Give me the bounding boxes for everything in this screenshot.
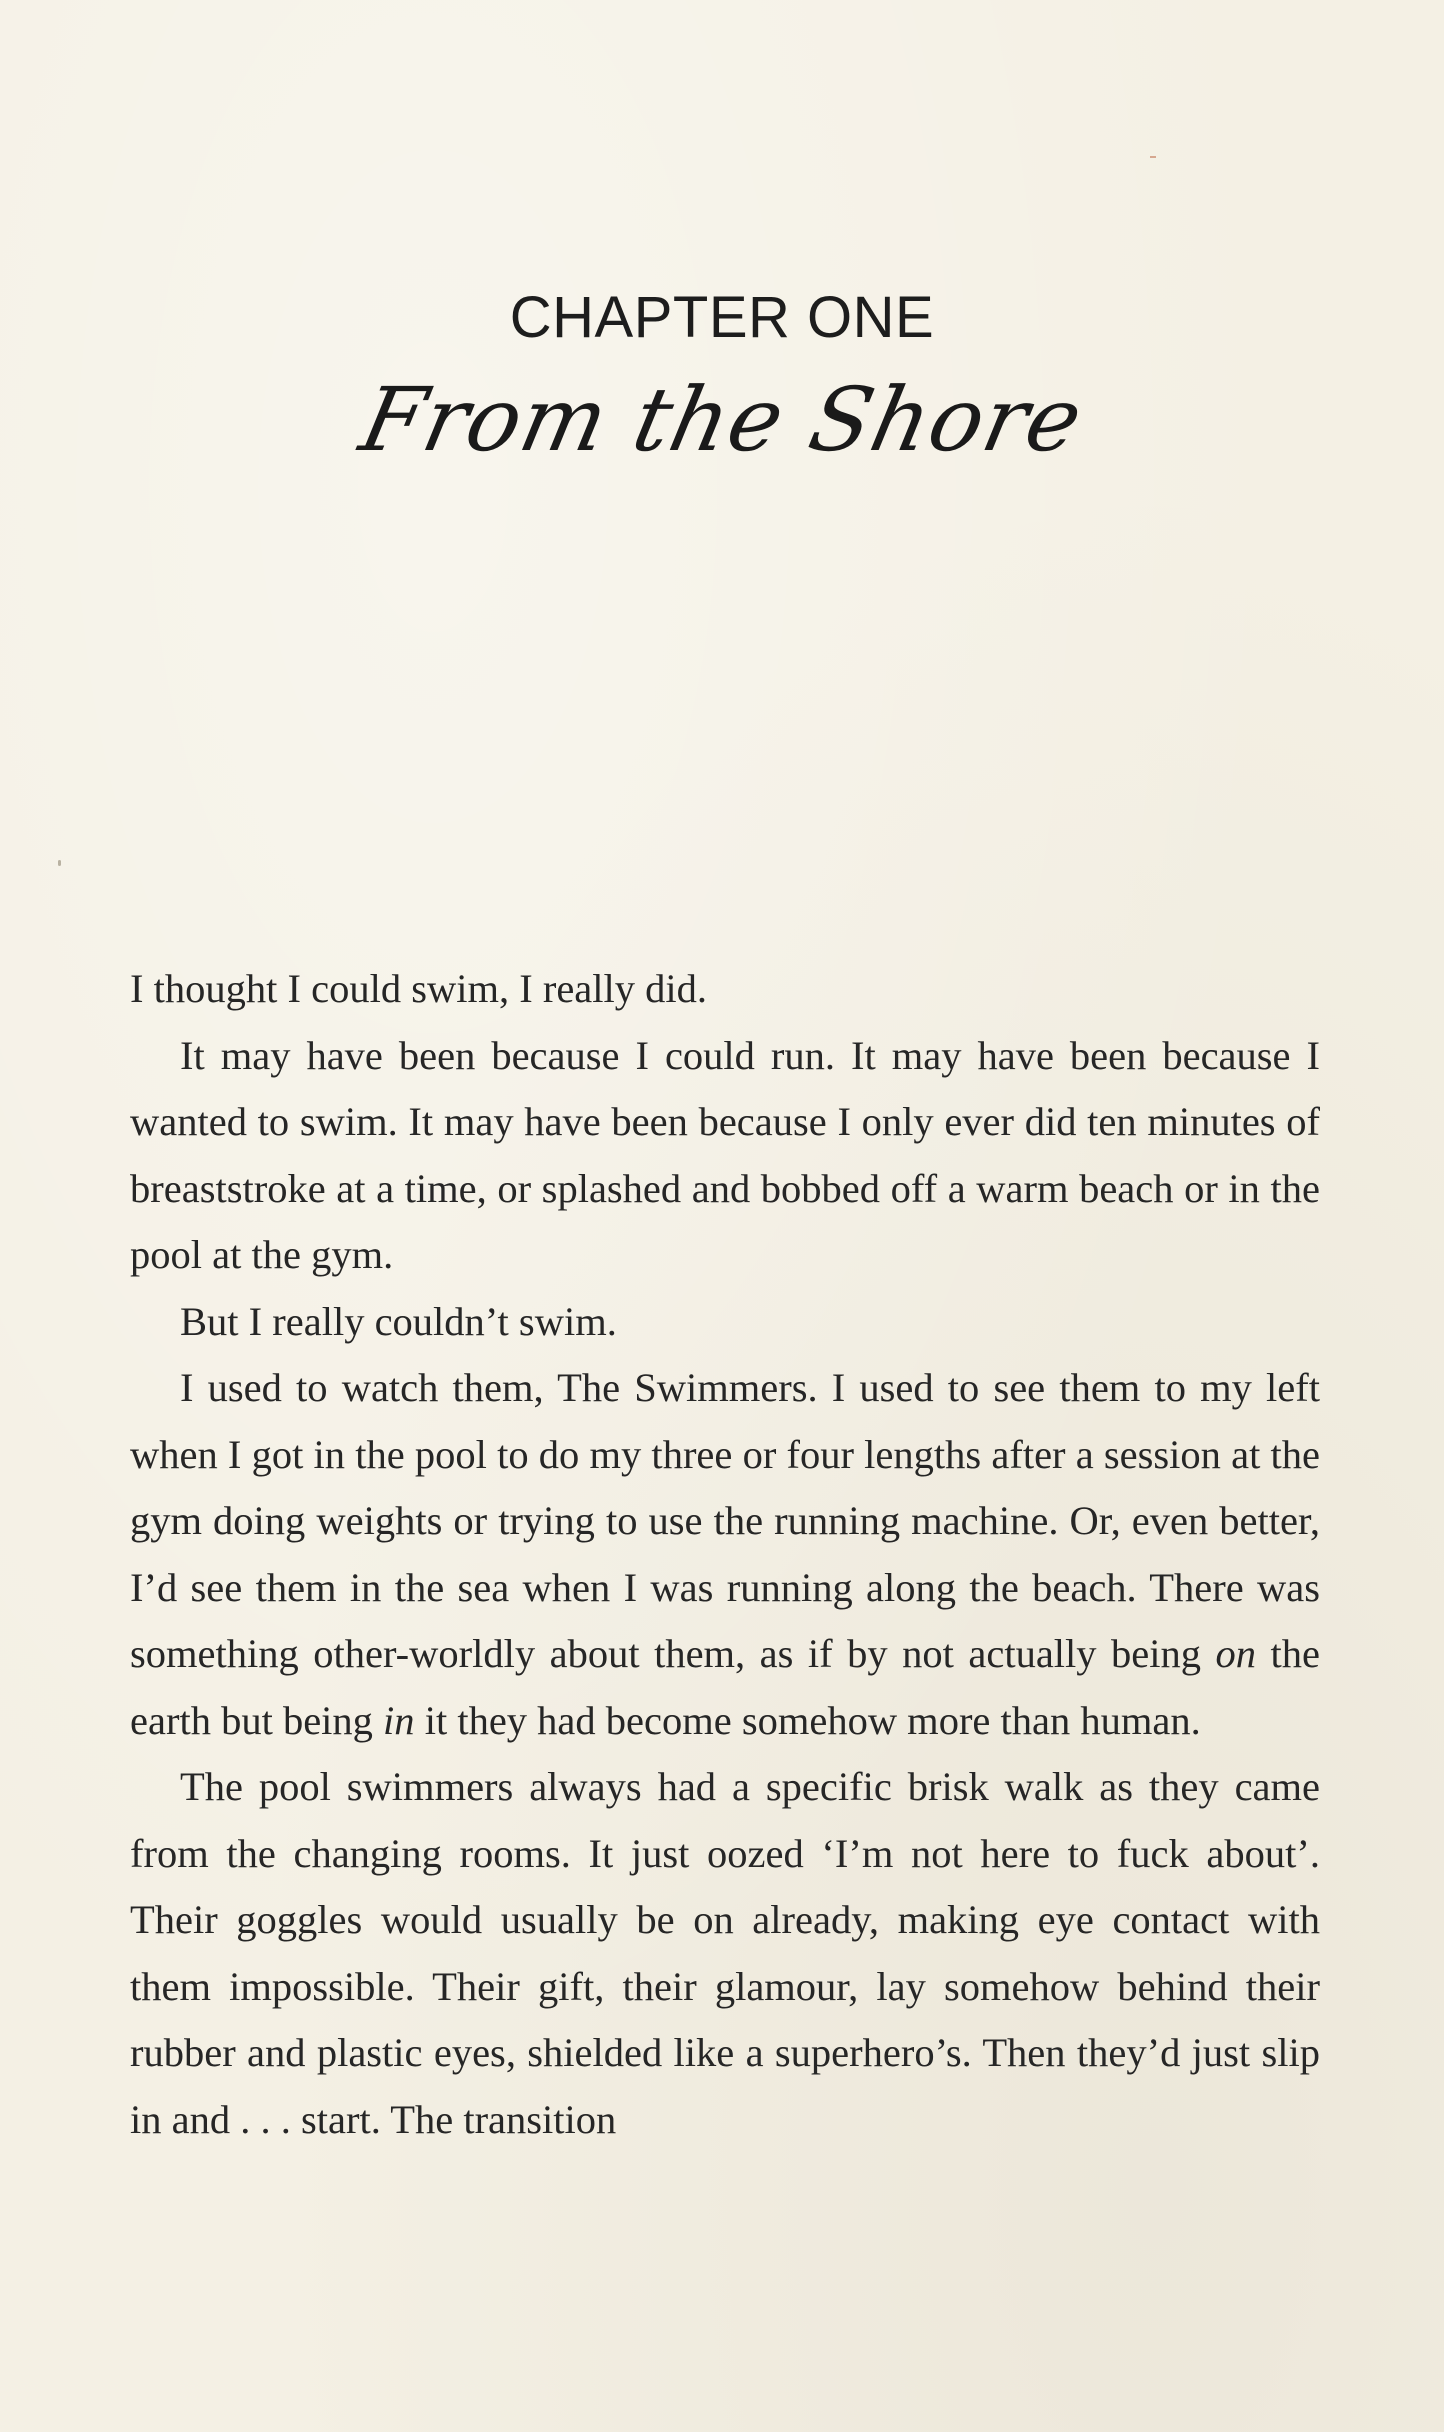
paragraph (130, 956, 1320, 1023)
paragraph-text: it they had become somehow more than human. (414, 1697, 1201, 1743)
paragraph-text: It may have been because I could run. It may have been because I wanted to swim. It may have been because I only ever did ten minutes of breaststroke at a time, or splashed and bobbed off a warm beach or in the pool at the gym. (130, 1032, 1320, 1277)
paper-mark (1150, 156, 1156, 158)
paragraph (130, 1289, 1320, 1356)
chapter-body (130, 956, 1320, 2153)
paragraph (130, 1355, 1320, 1754)
paragraph-text: The pool swimmers always had a specific brisk walk as they came from the changing rooms. It just oozed ‘I’m not here to fuck about’. Their goggles would usually be on already, making eye contact with them impossible. Their gift, their glamour, lay somehow behind their rubber and plastic eyes, shielded like a superhero’s. Then they’d just slip in and . . . start. The transition (130, 1764, 1320, 2142)
emphasis-text: in (383, 1697, 415, 1743)
paragraph-text: I thought I could swim, I really did. (130, 966, 708, 1011)
paper-mark (58, 860, 61, 866)
paragraph-text: But I really couldn’t swim. (180, 1298, 617, 1344)
paragraph (130, 1023, 1320, 1289)
paragraph (130, 1754, 1320, 2153)
paragraph-text: I used to watch them, The Swimmers. I used to see them to my left when I got in the pool to do my three or four lengths after a session at the gym doing weights or trying to use the running machine. Or, even better, I’d see them in the sea when I was running along the beach. There was something other-worldly about them, as if by not actually being (130, 1365, 1320, 1676)
chapter-title: From the Shore (352, 368, 1092, 471)
chapter-label: CHAPTER ONE (509, 285, 935, 350)
paragraph-text: the earth but being (130, 1631, 1320, 1743)
emphasis-text: on (1215, 1631, 1257, 1676)
